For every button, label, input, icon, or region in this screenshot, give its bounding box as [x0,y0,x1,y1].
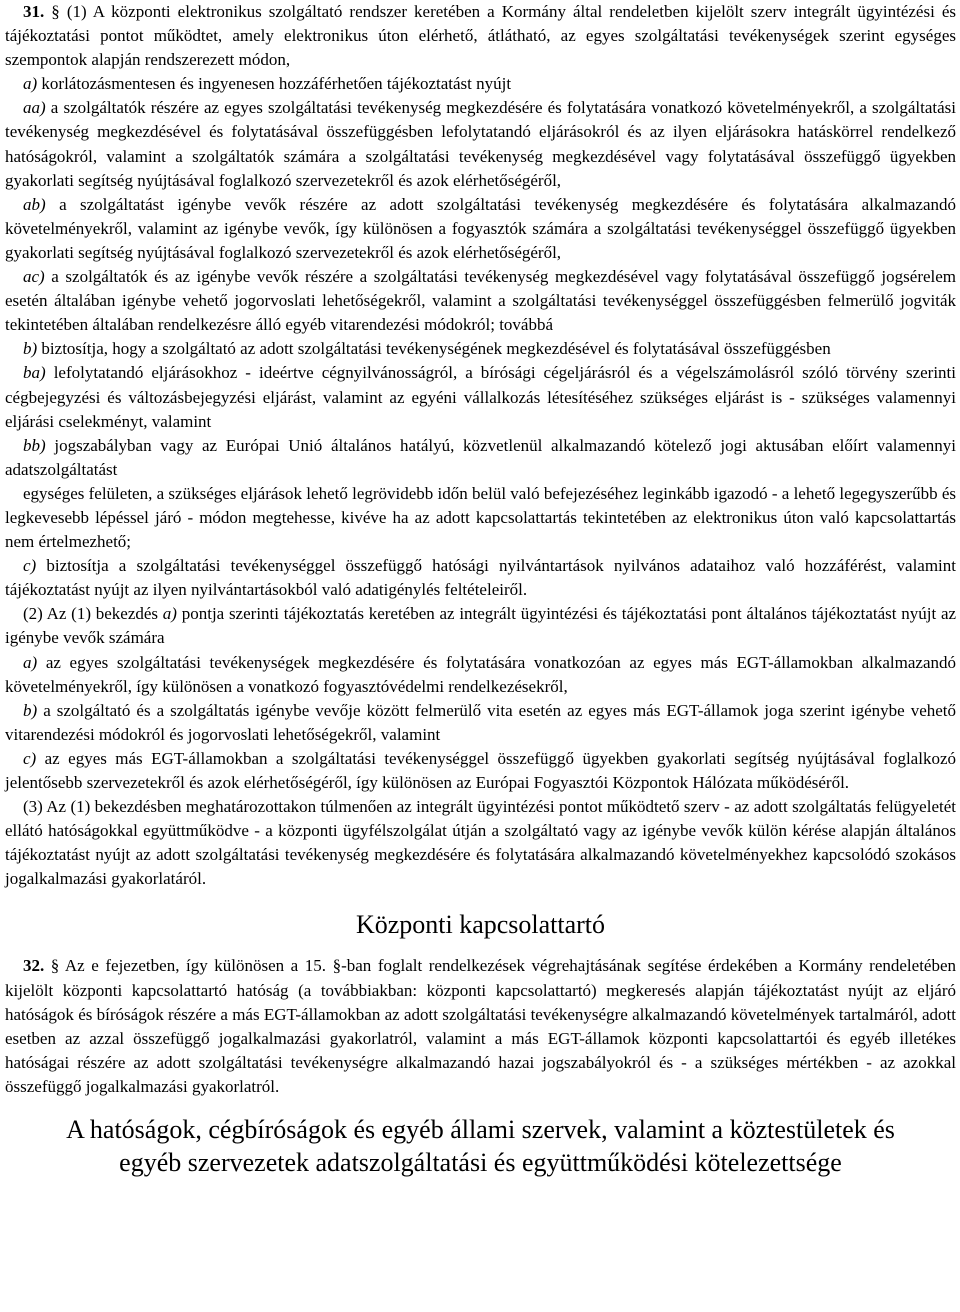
point-label: ab) [23,194,46,214]
section-sign: § [50,956,60,976]
point-label: c) [23,556,37,576]
point-text: a szolgáltatók és az igénybe vevők részére a szolgáltatási tevékenység megkezdésével vagy folytatásával összefüggő jogsérelem esetén általában igénybe vehető jogorvoslati lehetőségekről, valamint a szolgáltatási tevékenységgel összefüggésben felmerülő jogviták tekintetében általában rendelkezésre álló egyéb vitarendezési módokról; továbbá [5,267,957,335]
s31-point-ba [5,361,956,433]
chapter-title [5,1113,956,1179]
point-text: lefolytatandó eljárásokhoz - ideértve cégnyilvánosságról, a bírósági cégeljárásról és a végelszámolásról szóló törvény szerinti cégbejegyzési és változásbejegyzési eljárást, valamint az egyéni vállalkozás létesítéséhez szükséges eljárást is - szükséges valamennyi eljárási cselekményt, valamint [5,363,957,431]
s31-p1-intro: (1) A központi elektronikus szolgáltató rendszer keretében a Kormány által rendeletben kijelölt szerv integrált ügyintézési és tájékoztatási pontot működtet, amely elektronikus úton elérhető, átlátható, az egyes szolgáltatási tevékenységek szerint egységes szempontok alapján rendszerezett módon, [5,2,957,70]
point-label: a) [23,652,38,672]
s31-point-ab [5,193,956,265]
section-sign: § [51,2,60,21]
s31-point-aa [5,96,956,192]
point-text: a szolgáltató és a szolgáltatás igénybe vevője között felmerülő vita esetén az egyes más EGT-államok joga szerint igénybe vehető vitarendezési módokról és jogorvoslati lehetőségekről, valamint [5,700,957,744]
point-text: egységes felületen, a szükséges eljárások lehető legrövidebb időn belül való befejezéséhez leginkább igazodó - a lehető legegyszerűbb és legkevesebb lépéssel járó - módon megtehesse, kivéve ha az adott kapcsolattartás tekintetében az elektronikus úton való kapcsolattartás nem értelmezhető; [5,483,956,552]
point-label: aa) [23,98,46,118]
point-text: biztosítja a szolgáltatási tevékenységgel összefüggő hatósági nyilvántartások nyilvános adataihoz való hozzáférést, valamint tájékoztatást nyújt az ilyen nyilvántartásokból való adatigénylés feltételeiről. [5,556,957,600]
s32-text: Az e fejezetben, így különösen a 15. §-ban foglalt rendelkezések végrehajtásának segítése érdekében a Kormány rendeletében kijelölt központi kapcsolattartó hatóság (a továbbiakban: központi kapcsolattartó) megkeresés alapján tájékoztatást nyújt az eljáró hatóságok és bíróságok részére a más EGT-államokban az adott szolgáltatási tevékenységre alkalmazandó követelmények tartalmáról, adott esetben az azzal összefüggő jogalkalmazási gyakorlatról, valamint a más EGT-államok központi kapcsolattartói és egyéb illetékes hatóságai részére az adott szolgáltatási tevékenységre alkalmazandó hazai jogszabályokról és - a szükséges mértékben - az azokkal összefüggő jogalkalmazási gyakorlatról. [5,956,957,1096]
p2-intro-ref: a) [162,604,177,624]
s31-p2-point-b [5,699,956,747]
s31-point-ac [5,265,956,337]
chapter-title-line-1: A hatóságok, cégbíróságok és egyéb állami szervek, valamint a köztestületek és [66,1115,895,1145]
point-label: b) [23,339,38,359]
s32-paragraph [5,954,956,1099]
point-label: ba) [23,363,46,383]
p3-text: (3) Az (1) bekezdésben meghatározottakon túlmenően az integrált ügyintézési pontot működtető szerv - az adott szolgáltatás felügyeletét ellátó hatóságokkal együttműködve - a központi ügyfélszolgálat útján a szolgáltató vagy az igénybe vevők külön kérése alapján általános tájékoztatást nyújt az adott szolgáltatási tevékenység megkezdésére és folytatására alkalmazandó követelményekhez kapcsolódó szokásos jogalkalmazási gyakorlatáról. [5,797,956,889]
p2-intro-a: (2) Az (1) bekezdés [23,604,159,624]
s31-paragraph-2 [5,602,956,650]
point-text: a szolgáltatók részére az egyes szolgáltatási tevékenység megkezdésére és folytatására vonatkozó követelményekről, a szolgáltatási tevékenység megkezdésével és folytatásával összefüggésben lefolytatandó eljárásokról és az ilyen eljárásokra hatáskörrel rendelkező hatóságokról, valamint a szolgáltatók számára a szolgáltatási tevékenység megkezdésével vagy folytatásával összefüggő ügyekben gyakorlati segítség nyújtásával foglalkozó szervezetekről és azok elérhetőségéről, [5,98,957,190]
s32-number: 32. [23,956,45,976]
p2-intro-b: pontja szerinti tájékoztatás keretében az integrált ügyintézési és tájékoztatási pont általános tájékoztatást nyújt az igénybe vevők számára [5,604,957,648]
point-text: korlátozásmentesen és ingyenesen hozzáférhetően tájékoztatást nyújt [41,74,512,94]
s31-point-a [5,72,956,96]
s31-point-bb [5,434,956,482]
s31-p2-point-a [5,651,956,699]
chapter-title-line-2: egyéb szervezetek adatszolgáltatási és együttműködési kötelezettsége [119,1148,842,1178]
point-label: ac) [23,267,45,287]
point-text: biztosítja, hogy a szolgáltató az adott szolgáltatási tevékenységének megkezdésével és folytatásával összefüggésben [41,339,831,359]
point-label: b) [23,700,38,720]
s31-p2-point-c [5,747,956,795]
point-label: a) [23,74,38,94]
point-label: bb) [23,435,46,455]
s31-paragraph-1 [5,0,956,72]
point-label: c) [23,748,37,768]
s31-point-c [5,554,956,602]
point-text: a szolgáltatást igénybe vevők részére az adott szolgáltatási tevékenység megkezdésére és folytatására alkalmazandó követelményekről, valamint az igénybe vevők, így különösen a fogyasztók számára a szolgáltatási tevékenységgel összefüggő ügyekben gyakorlati segítség nyújtásával foglalkozó szervezetekről és azok elérhetőségéről, [5,194,956,262]
point-text: jogszabályban vagy az Európai Unió általános hatályú, közvetlenül alkalmazandó kötelező jogi aktusában előírt valamennyi adatszolgáltatást [5,435,956,479]
s31-paragraph-3 [5,795,956,891]
point-text: az egyes szolgáltatási tevékenységek megkezdésére és folytatására vonatkozóan az egyes más EGT-államokban alkalmazandó követelményekről, így különösen a vonatkozó fogyasztóvédelmi rendelkezésekről, [5,652,956,696]
point-text: az egyes más EGT-államokban a szolgáltatási tevékenységgel összefüggő ügyekben gyakorlati segítség nyújtásával foglalkozó jelentősebb szervezetekről és azok elérhetőségéről, így különösen az Európai Fogyasztói Központok Hálózata működéséről. [5,748,956,792]
s31-point-b [5,337,956,361]
s31-number: 31. [23,2,45,21]
section-title: Központi kapcsolattartó [355,910,606,940]
s31-point-b-tail [5,482,956,554]
